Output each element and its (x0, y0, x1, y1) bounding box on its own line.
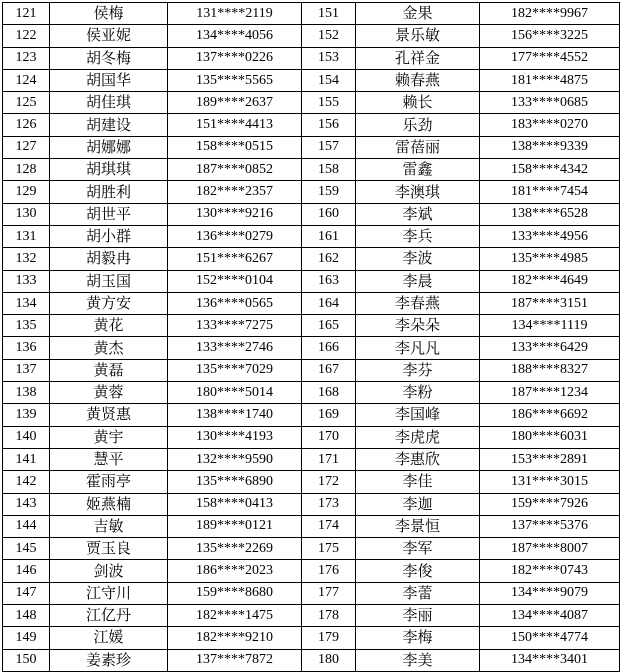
table-row (3, 47, 620, 69)
name-cell: 慧平 (50, 448, 168, 470)
name-cell: 黄杰 (50, 337, 168, 359)
phone-cell: 131****3015 (480, 471, 620, 493)
name-cell: 李佳 (356, 471, 480, 493)
name-cell: 侯梅 (50, 3, 168, 25)
table-row (3, 181, 620, 203)
row-number-cell: 125 (3, 92, 50, 114)
row-number-cell: 151 (302, 3, 356, 25)
phone-cell: 187****1234 (480, 382, 620, 404)
row-number-cell: 150 (3, 649, 50, 671)
phone-cell: 158****4342 (480, 159, 620, 181)
phone-cell: 136****0565 (168, 292, 302, 314)
phone-cell: 186****2023 (168, 560, 302, 582)
table-row (3, 426, 620, 448)
name-cell: 李晨 (356, 270, 480, 292)
row-number-cell: 130 (3, 203, 50, 225)
phone-cell: 158****0413 (168, 493, 302, 515)
name-cell: 江媛 (50, 627, 168, 649)
table-row (3, 582, 620, 604)
name-cell: 黄宇 (50, 426, 168, 448)
name-cell: 姬燕楠 (50, 493, 168, 515)
row-number-cell: 122 (3, 25, 50, 47)
name-cell: 景乐敏 (356, 25, 480, 47)
phone-cell: 189****0121 (168, 515, 302, 537)
name-cell: 赖长 (356, 92, 480, 114)
row-number-cell: 177 (302, 582, 356, 604)
row-number-cell: 123 (3, 47, 50, 69)
row-number-cell: 166 (302, 337, 356, 359)
row-number-cell: 128 (3, 159, 50, 181)
table-row (3, 515, 620, 537)
name-cell: 李澳琪 (356, 181, 480, 203)
phone-cell: 150****4774 (480, 627, 620, 649)
table-row (3, 225, 620, 247)
name-cell: 李国峰 (356, 404, 480, 426)
name-cell: 李丽 (356, 605, 480, 627)
name-cell: 李凡凡 (356, 337, 480, 359)
name-cell: 李春燕 (356, 292, 480, 314)
name-cell: 李波 (356, 248, 480, 270)
name-cell: 赖春燕 (356, 69, 480, 91)
phone-cell: 138****6528 (480, 203, 620, 225)
row-number-cell: 156 (302, 114, 356, 136)
name-cell: 李粉 (356, 382, 480, 404)
row-number-cell: 149 (3, 627, 50, 649)
table-row (3, 159, 620, 181)
phone-cell: 189****2637 (168, 92, 302, 114)
name-cell: 胡毅冉 (50, 248, 168, 270)
row-number-cell: 135 (3, 315, 50, 337)
name-cell: 李虎虎 (356, 426, 480, 448)
row-number-cell: 160 (302, 203, 356, 225)
phone-cell: 138****1740 (168, 404, 302, 426)
row-number-cell: 162 (302, 248, 356, 270)
name-cell: 胡琪琪 (50, 159, 168, 181)
row-number-cell: 121 (3, 3, 50, 25)
row-number-cell: 133 (3, 270, 50, 292)
row-number-cell: 155 (302, 92, 356, 114)
row-number-cell: 143 (3, 493, 50, 515)
table-row (3, 315, 620, 337)
phone-cell: 181****4875 (480, 69, 620, 91)
name-cell: 黄蓉 (50, 382, 168, 404)
phone-cell: 137****5376 (480, 515, 620, 537)
name-cell: 姜素珍 (50, 649, 168, 671)
name-cell: 胡玉国 (50, 270, 168, 292)
phone-cell: 133****2746 (168, 337, 302, 359)
roster-table (2, 2, 620, 672)
row-number-cell: 142 (3, 471, 50, 493)
row-number-cell: 161 (302, 225, 356, 247)
row-number-cell: 170 (302, 426, 356, 448)
phone-cell: 134****4087 (480, 605, 620, 627)
phone-cell: 134****9079 (480, 582, 620, 604)
row-number-cell: 157 (302, 136, 356, 158)
phone-cell: 153****2891 (480, 448, 620, 470)
row-number-cell: 171 (302, 448, 356, 470)
name-cell: 李俊 (356, 560, 480, 582)
phone-cell: 186****6692 (480, 404, 620, 426)
name-cell: 侯亚妮 (50, 25, 168, 47)
phone-cell: 135****2269 (168, 538, 302, 560)
name-cell: 江守川 (50, 582, 168, 604)
phone-cell: 156****3225 (480, 25, 620, 47)
row-number-cell: 163 (302, 270, 356, 292)
row-number-cell: 175 (302, 538, 356, 560)
table-row (3, 337, 620, 359)
phone-cell: 180****5014 (168, 382, 302, 404)
phone-cell: 135****4985 (480, 248, 620, 270)
table-row (3, 382, 620, 404)
row-number-cell: 164 (302, 292, 356, 314)
row-number-cell: 132 (3, 248, 50, 270)
table-row (3, 114, 620, 136)
name-cell: 李芬 (356, 359, 480, 381)
name-cell: 雷鑫 (356, 159, 480, 181)
phone-cell: 134****1119 (480, 315, 620, 337)
name-cell: 李朵朵 (356, 315, 480, 337)
row-number-cell: 126 (3, 114, 50, 136)
phone-cell: 133****4956 (480, 225, 620, 247)
name-cell: 胡娜娜 (50, 136, 168, 158)
row-number-cell: 165 (302, 315, 356, 337)
phone-cell: 182****0743 (480, 560, 620, 582)
name-cell: 金果 (356, 3, 480, 25)
name-cell: 李兵 (356, 225, 480, 247)
row-number-cell: 158 (302, 159, 356, 181)
phone-cell: 136****0279 (168, 225, 302, 247)
phone-cell: 188****8327 (480, 359, 620, 381)
phone-cell: 135****5565 (168, 69, 302, 91)
phone-cell: 134****3401 (480, 649, 620, 671)
phone-cell: 134****4056 (168, 25, 302, 47)
row-number-cell: 154 (302, 69, 356, 91)
phone-cell: 187****8007 (480, 538, 620, 560)
phone-cell: 177****4552 (480, 47, 620, 69)
row-number-cell: 168 (302, 382, 356, 404)
phone-cell: 182****9967 (480, 3, 620, 25)
row-number-cell: 141 (3, 448, 50, 470)
row-number-cell: 145 (3, 538, 50, 560)
row-number-cell: 152 (302, 25, 356, 47)
name-cell: 江亿丹 (50, 605, 168, 627)
table-row (3, 538, 620, 560)
row-number-cell: 153 (302, 47, 356, 69)
row-number-cell: 174 (302, 515, 356, 537)
row-number-cell: 144 (3, 515, 50, 537)
table-row (3, 69, 620, 91)
phone-cell: 151****4413 (168, 114, 302, 136)
row-number-cell: 159 (302, 181, 356, 203)
name-cell: 胡佳琪 (50, 92, 168, 114)
name-cell: 黄贤惠 (50, 404, 168, 426)
row-number-cell: 178 (302, 605, 356, 627)
row-number-cell: 176 (302, 560, 356, 582)
phone-cell: 182****9210 (168, 627, 302, 649)
table-row (3, 92, 620, 114)
name-cell: 雷蓓丽 (356, 136, 480, 158)
row-number-cell: 147 (3, 582, 50, 604)
row-number-cell: 140 (3, 426, 50, 448)
phone-cell: 133****6429 (480, 337, 620, 359)
name-cell: 黄磊 (50, 359, 168, 381)
phone-cell: 159****8680 (168, 582, 302, 604)
phone-cell: 182****2357 (168, 181, 302, 203)
phone-cell: 159****7926 (480, 493, 620, 515)
phone-cell: 183****0270 (480, 114, 620, 136)
phone-cell: 132****9590 (168, 448, 302, 470)
name-cell: 黄花 (50, 315, 168, 337)
name-cell: 胡世平 (50, 203, 168, 225)
name-cell: 李景恒 (356, 515, 480, 537)
row-number-cell: 179 (302, 627, 356, 649)
name-cell: 霍雨亭 (50, 471, 168, 493)
table-row (3, 203, 620, 225)
phone-cell: 158****0515 (168, 136, 302, 158)
name-cell: 胡小群 (50, 225, 168, 247)
row-number-cell: 148 (3, 605, 50, 627)
phone-cell: 135****7029 (168, 359, 302, 381)
table-row (3, 493, 620, 515)
row-number-cell: 173 (302, 493, 356, 515)
phone-cell: 130****9216 (168, 203, 302, 225)
row-number-cell: 129 (3, 181, 50, 203)
phone-cell: 181****7454 (480, 181, 620, 203)
name-cell: 李蕾 (356, 582, 480, 604)
phone-cell: 137****7872 (168, 649, 302, 671)
phone-cell: 133****7275 (168, 315, 302, 337)
phone-cell: 135****6890 (168, 471, 302, 493)
table-row (3, 471, 620, 493)
row-number-cell: 131 (3, 225, 50, 247)
phone-cell: 182****1475 (168, 605, 302, 627)
table-row (3, 605, 620, 627)
roster-table-body (3, 3, 620, 672)
row-number-cell: 139 (3, 404, 50, 426)
phone-cell: 137****0226 (168, 47, 302, 69)
name-cell: 胡冬梅 (50, 47, 168, 69)
name-cell: 贾玉良 (50, 538, 168, 560)
name-cell: 李迦 (356, 493, 480, 515)
phone-cell: 133****0685 (480, 92, 620, 114)
row-number-cell: 134 (3, 292, 50, 314)
row-number-cell: 136 (3, 337, 50, 359)
row-number-cell: 146 (3, 560, 50, 582)
name-cell: 李军 (356, 538, 480, 560)
phone-cell: 130****4193 (168, 426, 302, 448)
name-cell: 李斌 (356, 203, 480, 225)
table-row (3, 560, 620, 582)
table-row (3, 359, 620, 381)
row-number-cell: 127 (3, 136, 50, 158)
phone-cell: 151****6267 (168, 248, 302, 270)
table-row (3, 627, 620, 649)
name-cell: 黄方安 (50, 292, 168, 314)
table-row (3, 448, 620, 470)
table-row (3, 270, 620, 292)
phone-cell: 152****0104 (168, 270, 302, 292)
name-cell: 乐劲 (356, 114, 480, 136)
name-cell: 李惠欣 (356, 448, 480, 470)
phone-cell: 180****6031 (480, 426, 620, 448)
row-number-cell: 180 (302, 649, 356, 671)
table-row (3, 248, 620, 270)
table-row (3, 292, 620, 314)
table-row (3, 136, 620, 158)
name-cell: 孔祥金 (356, 47, 480, 69)
name-cell: 李美 (356, 649, 480, 671)
name-cell: 胡国华 (50, 69, 168, 91)
name-cell: 胡建设 (50, 114, 168, 136)
table-row (3, 649, 620, 671)
name-cell: 胡胜利 (50, 181, 168, 203)
row-number-cell: 167 (302, 359, 356, 381)
row-number-cell: 169 (302, 404, 356, 426)
table-row (3, 25, 620, 47)
row-number-cell: 138 (3, 382, 50, 404)
phone-cell: 131****2119 (168, 3, 302, 25)
name-cell: 吉敏 (50, 515, 168, 537)
phone-cell: 187****0852 (168, 159, 302, 181)
phone-cell: 182****4649 (480, 270, 620, 292)
row-number-cell: 172 (302, 471, 356, 493)
phone-cell: 138****9339 (480, 136, 620, 158)
table-row (3, 404, 620, 426)
table-row (3, 3, 620, 25)
phone-cell: 187****3151 (480, 292, 620, 314)
row-number-cell: 124 (3, 69, 50, 91)
row-number-cell: 137 (3, 359, 50, 381)
name-cell: 李梅 (356, 627, 480, 649)
name-cell: 剑波 (50, 560, 168, 582)
